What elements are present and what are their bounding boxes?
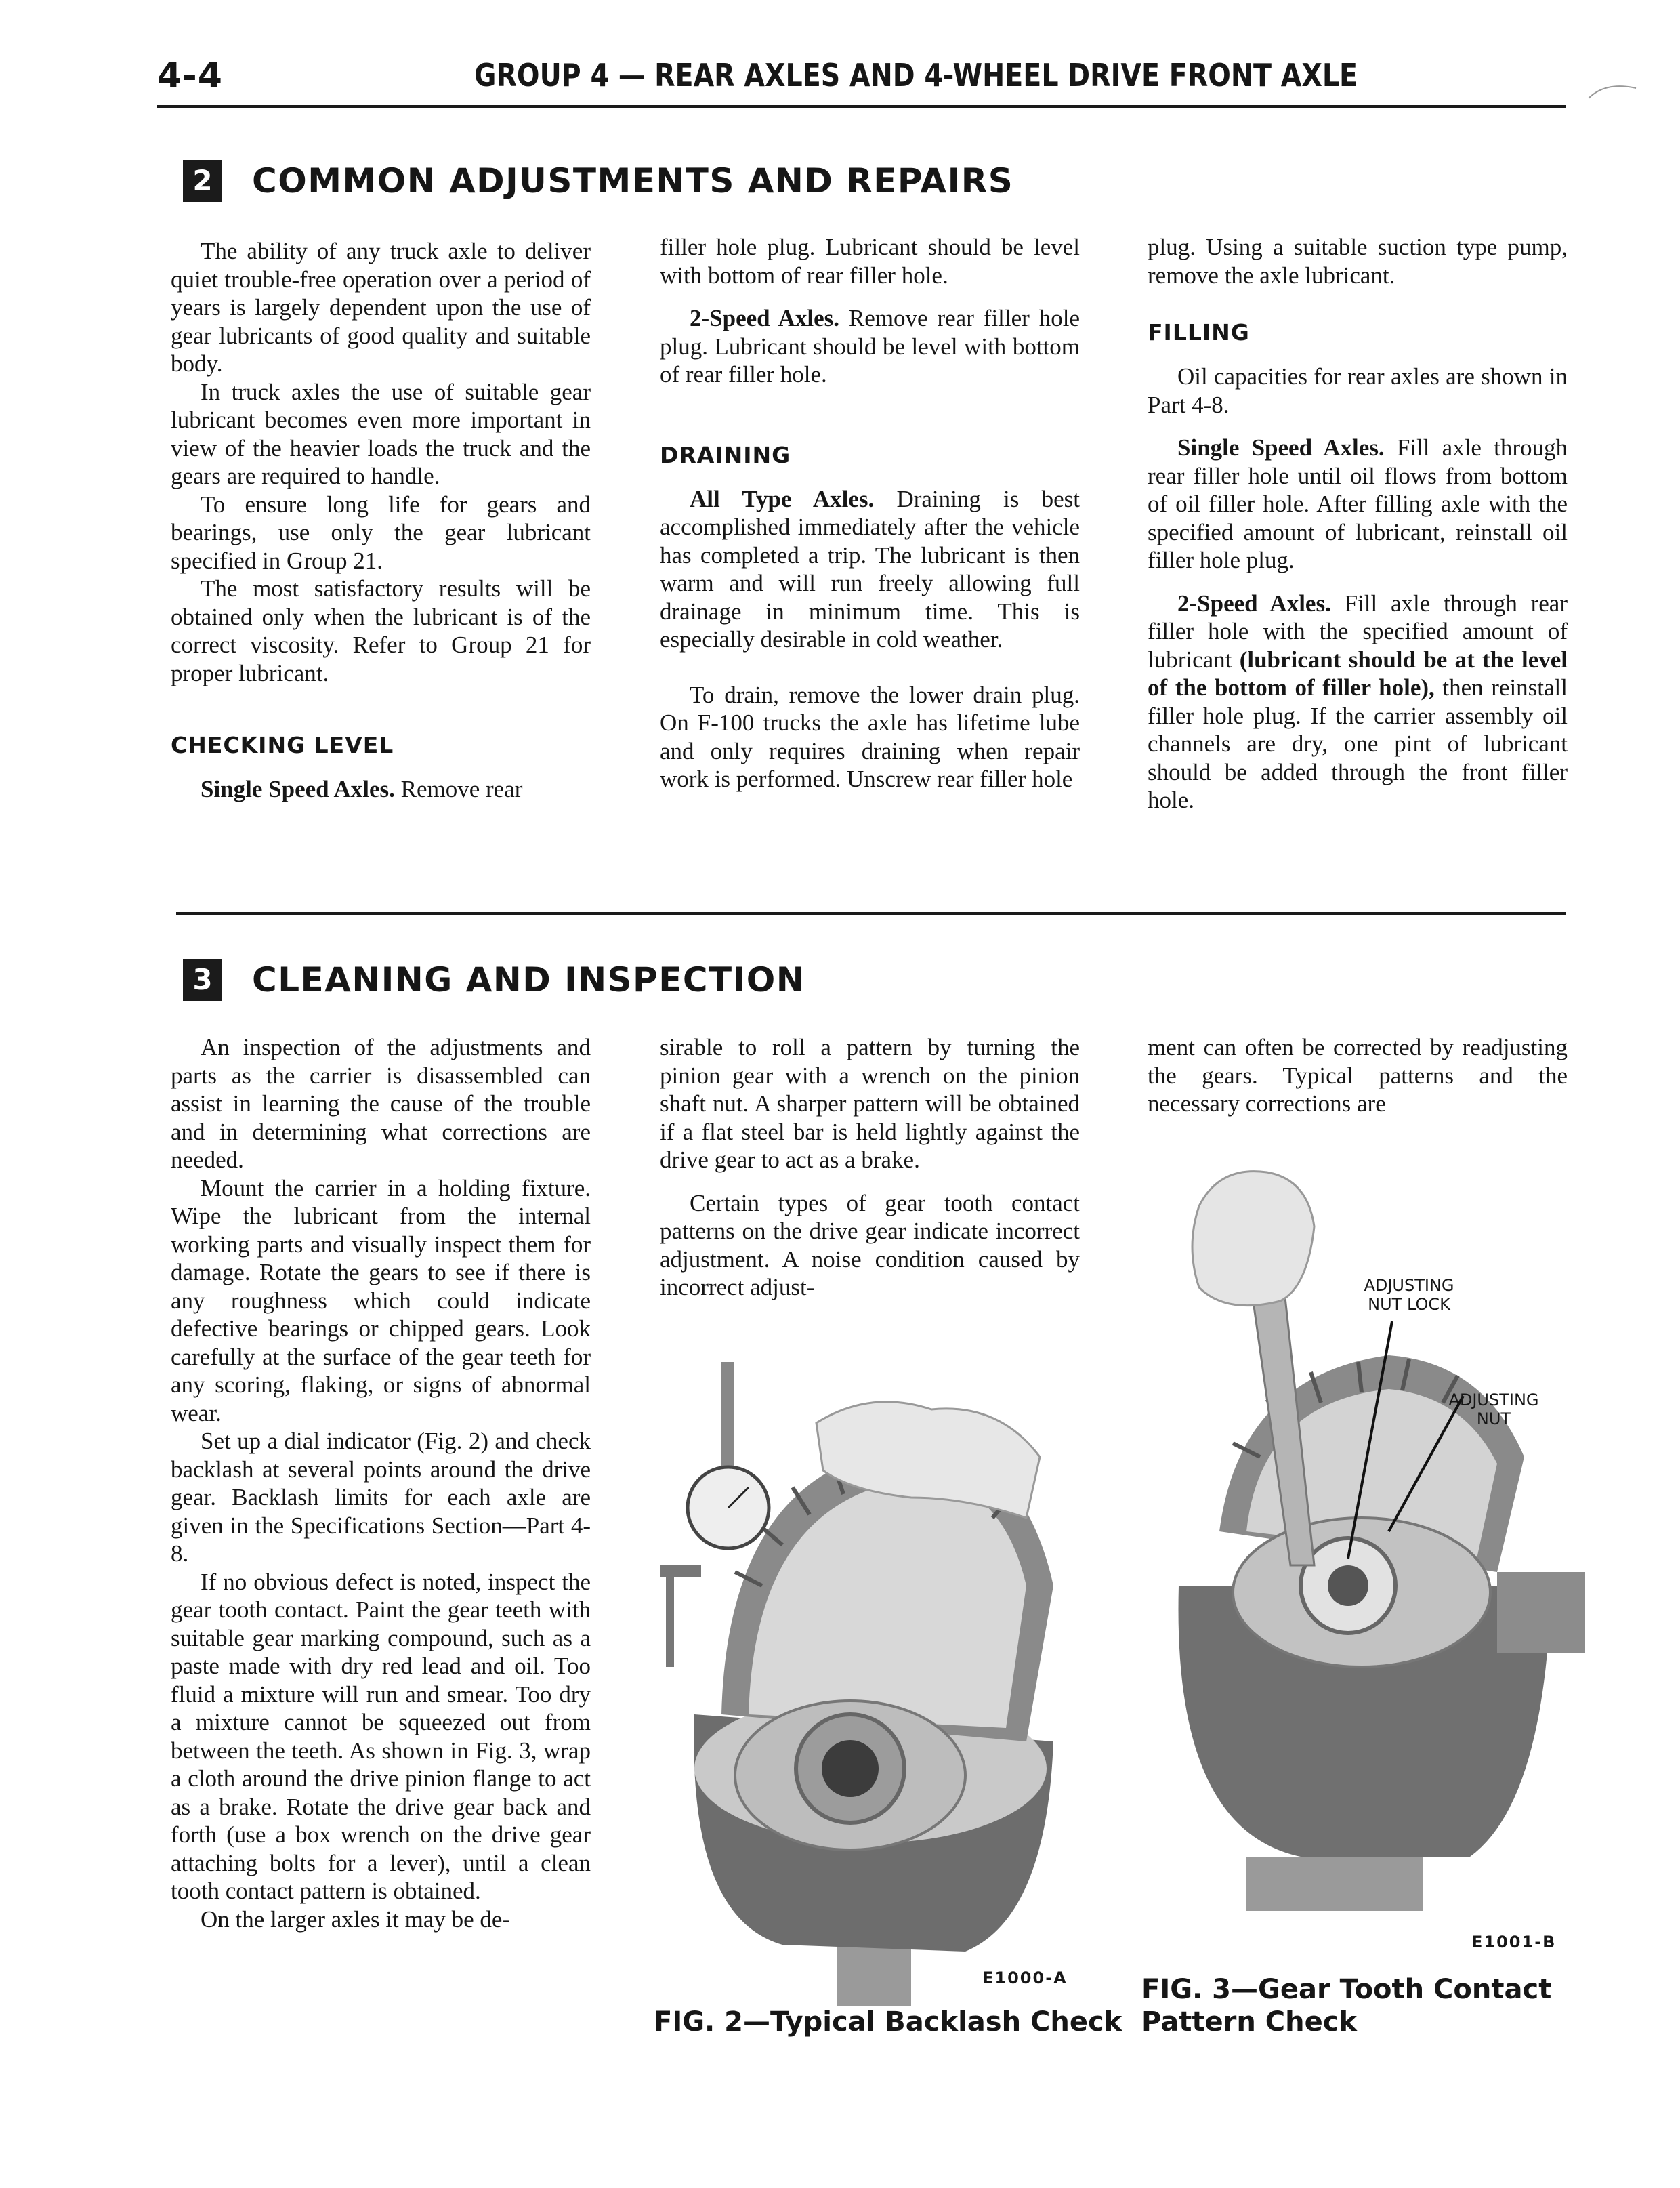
paragraph-text: Fill axle through rear filler hole with the specified amount of lubricant <box>1148 590 1568 673</box>
paragraph: ment can often be corrected by readjusting the gears. Typical patterns and the necessary corrections are <box>1148 1034 1568 1117</box>
paragraph-text: Remove rear filler hole plug. Lubricant should be level with bottom of rear filler hole. <box>660 305 1080 388</box>
paragraph: To drain, remove the lower drain plug. On F-100 trucks the axle has lifetime lube and only requires draining when repair work is performed. Unscrew rear filler hole <box>660 681 1080 792</box>
section-2-number: 2 <box>183 160 222 202</box>
paragraph: To ensure long life for gears and bearings, use only the gear lubricant specified in Group 21. <box>171 491 591 574</box>
paragraph <box>171 775 591 804</box>
paragraph-text: Fill axle through rear filler hole until oil flows from bottom of oil filler hole. After filling axle with the specified amount of lubricant, reinstall oil filler hole plug. <box>1148 434 1568 573</box>
heading-filling: FILLING <box>1148 319 1250 346</box>
figure-2-caption: FIG. 2—Typical Backlash Check <box>654 2006 1122 2038</box>
paragraph <box>1148 590 1568 814</box>
heading-draining: DRAINING <box>660 441 791 468</box>
paragraph: On the larger axles it may be de- <box>201 1905 511 1933</box>
run-in-heading: Single Speed Axles. <box>1177 434 1385 461</box>
section-3-heading <box>183 959 1267 1008</box>
callout-line: NUT LOCK <box>1368 1295 1450 1314</box>
page-number: 4-4 <box>157 56 223 96</box>
paragraph-text: then reinstall filler hole plug. If the carrier assembly oil channels are dry, one pint of lubricant should be added through the front filler hole. <box>1148 674 1568 813</box>
group-title: GROUP 4 — REAR AXLES AND 4-WHEEL DRIVE FRONT AXLE <box>474 57 1358 94</box>
section-3-title: CLEANING AND INSPECTION <box>252 960 806 999</box>
paragraph <box>1148 434 1568 575</box>
paragraph: The ability of any truck axle to deliver quiet trouble-free operation over a period of years is largely dependent upon the use of gear lubricants of good quality and suitable body. <box>171 238 591 377</box>
paragraph: filler hole plug. Lubricant should be level with bottom of rear filler hole. <box>660 234 1080 289</box>
section-3-column-1 <box>171 1033 591 1933</box>
heading-checking-level: CHECKING LEVEL <box>171 732 394 758</box>
paragraph-text: Remove rear <box>394 776 523 802</box>
run-in-heading: 2-Speed Axles. <box>690 305 840 331</box>
section-2-column-2 <box>660 233 1080 793</box>
paragraph: If no obvious defect is noted, inspect the gear tooth contact. Paint the gear teeth with suitable gear marking compound, such as a paste made with dry red lead and oil. Too fluid a mixture will run and smear. Too dry a mixture cannot be squeezed out from between the teeth. As shown in Fig. 3, wrap a cloth around the drive pinion flange to act as a brake. Rotate the drive gear back and forth (use a box wrench on the drive gear attaching bolts for a lever), until a clean tooth contact pattern is obtained. <box>171 1568 591 1904</box>
caption-line: FIG. 3—Gear Tooth Contact <box>1141 1974 1552 2005</box>
paragraph: sirable to roll a pattern by turning the pinion gear with a wrench on the pinion shaft nut. A sharper pattern will be obtained if a flat steel bar is held lightly against the drive gear to act as a brake. <box>660 1034 1080 1173</box>
callout-line: ADJUSTING <box>1364 1276 1454 1295</box>
paragraph <box>660 304 1080 389</box>
corner-mark <box>1585 81 1639 102</box>
callout-line: ADJUSTING <box>1448 1390 1539 1409</box>
paragraph <box>660 485 1080 654</box>
paragraph: Oil capacities for rear axles are shown in Part 4-8. <box>1148 363 1568 418</box>
callout-adjusting-nut-lock <box>1348 1276 1470 1314</box>
emphasis-text: (lubricant should be at the level of the bottom of filler hole), <box>1148 646 1568 701</box>
figure-2-code: E1000-A <box>982 1968 1068 1987</box>
paragraph: plug. Using a suitable suction type pump, remove the axle lubricant. <box>1148 234 1568 289</box>
section-2-column-3 <box>1148 233 1568 814</box>
run-in-heading: Single Speed Axles. <box>201 776 395 802</box>
paragraph: Certain types of gear tooth contact patterns on the drive gear indicate incorrect adjustment. A noise condition caused by incorrect adjust- <box>660 1189 1080 1300</box>
paragraph: The most satisfactory results will be obtained only when the lubricant is of the correct viscosity. Refer to Group 21 for proper lubricant. <box>171 575 591 686</box>
section-3-column-2 <box>660 1033 1080 1302</box>
figure-3-caption <box>1141 1973 1551 2038</box>
paragraph: Mount the carrier in a holding fixture. Wipe the lubricant from the internal working parts and visually inspect them for damage. Rotate the gears to see if there is any roughness which could indicate defective bearings or chipped gears. Look carefully at the surface of the gear teeth for any scoring, flaking, or signs of abnormal wear. <box>171 1174 591 1426</box>
paragraph: Set up a dial indicator (Fig. 2) and check backlash at several points around the drive gear. Backlash limits for each axle are given in the Specifications Section—Part 4-8. <box>171 1428 591 1567</box>
paragraph-text: Draining is best accomplished immediately after the vehicle has completed a trip. The lubricant is then warm and will run freely allowing full drainage in minimum time. This is especially desirable in cold weather. <box>660 485 1080 653</box>
run-in-heading: 2-Speed Axles. <box>1177 590 1331 617</box>
header-rule <box>157 105 1566 108</box>
run-in-heading: All Type Axles. <box>690 485 875 512</box>
section-2-column-1 <box>171 237 591 804</box>
section-3-number: 3 <box>183 959 222 1001</box>
figure-3-code: E1001-B <box>1471 1933 1557 1952</box>
paragraph: An inspection of the adjustments and parts as the carrier is disassembled can assist in learning the cause of the trouble and in determining what corrections are needed. <box>171 1034 591 1173</box>
page-header <box>157 56 1566 110</box>
section-2-heading <box>183 160 1267 209</box>
section-2-title: COMMON ADJUSTMENTS AND REPAIRS <box>252 161 1014 201</box>
callout-adjusting-nut <box>1433 1390 1555 1428</box>
callout-line: NUT <box>1476 1409 1511 1428</box>
section-3-column-3 <box>1148 1033 1568 1118</box>
caption-line: Pattern Check <box>1141 2006 1358 2038</box>
section-divider <box>176 912 1566 915</box>
figure-2-photo <box>647 1362 1080 2006</box>
figure-3-photo <box>1145 1152 1585 1938</box>
paragraph: In truck axles the use of suitable gear lubricant becomes even more important in view of the heavier loads the truck and the gears are required to handle. <box>171 378 591 489</box>
